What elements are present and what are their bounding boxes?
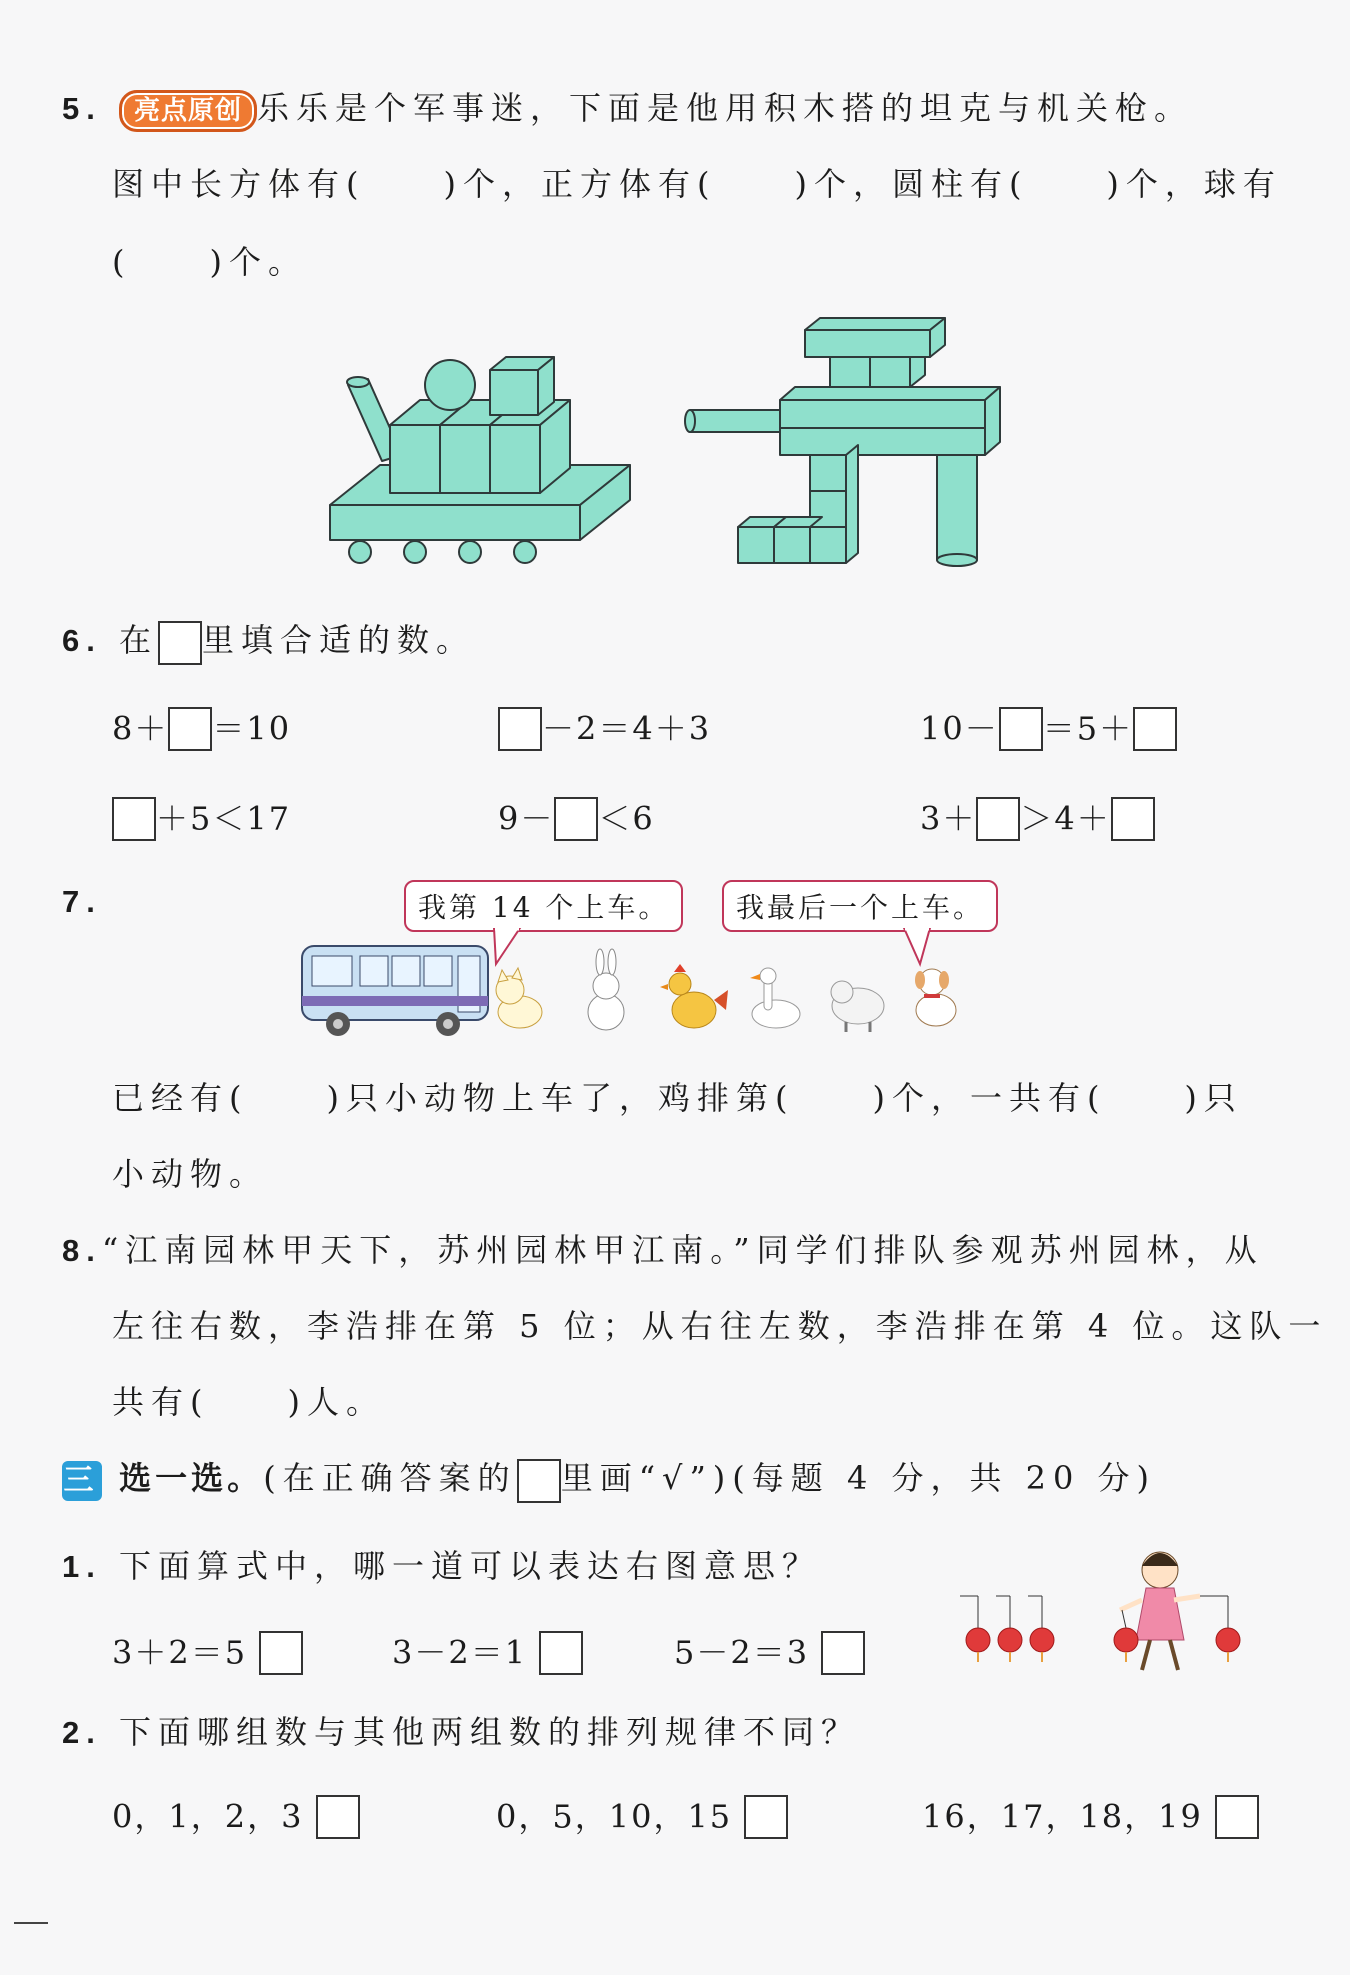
option-text: 3－2＝1 [392,1633,528,1672]
q6-eq-r1c1 [112,702,291,753]
answer-box[interactable] [498,707,542,751]
tank-drawing [330,357,630,563]
chicken-icon [660,964,728,1028]
check-box[interactable] [1215,1795,1259,1839]
s3q1-option-3 [674,1626,865,1677]
eq-text: ＋5＜17 [156,799,292,838]
answer-box [517,1459,561,1503]
option-text: 0，1，2，3 [112,1797,304,1836]
lantern-icon [1028,1596,1054,1662]
eq-text: ＝10 [212,709,292,748]
s3q1-option-2 [392,1626,583,1677]
eq-text: 9－ [498,799,555,838]
bus-icon [302,946,488,1036]
speech-bubble-2: 我最后一个上车。 [722,880,998,932]
q5-line2: 图中长方体有( )个，正方体有( )个，圆柱有( )个，球有 [112,165,1282,203]
q6-eq-r2c3 [920,792,1155,843]
s3q1-number: 1. [62,1549,102,1584]
answer-box[interactable] [554,797,598,841]
answer-box[interactable] [112,797,156,841]
goose-icon [750,968,800,1028]
answer-box[interactable] [158,621,202,665]
q6-eq-r2c2 [498,792,655,843]
s3q1-prompt [62,1546,821,1587]
q8-text-1: “江南园林甲天下，苏州园林甲江南。”同学们排队参观苏州园林，从 [101,1231,1264,1269]
q5-text-1: 乐乐是个军事迷，下面是他用积木搭的坦克与机关枪。 [257,89,1194,127]
eq-text: ＝5＋ [1042,709,1134,748]
s3q2-prompt [62,1712,860,1753]
highlight-badge: 亮点原创 [119,90,257,132]
s3q2-number: 2. [62,1715,102,1750]
s3q2-option-1 [112,1790,360,1841]
eq-text: 3＋ [920,799,977,838]
eq-text: ＞4＋ [1020,799,1111,838]
dog-icon [915,969,956,1026]
q7-number: 7. [62,884,102,919]
q7-line2: 小动物。 [112,1155,269,1193]
q8-number: 8. [62,1233,102,1268]
eq-text: 10－ [920,709,999,748]
section-instruction-b: 里画“√”)(每题 4 分，共 20 分) [560,1459,1157,1497]
option-text: 16，17，18，19 [922,1797,1203,1836]
section-number-icon: 三 [62,1461,102,1501]
girl-icon [1120,1552,1228,1670]
q8-line3: 共有( )人。 [112,1383,385,1421]
animals-bus-illustration [298,940,978,1040]
eq-text: 8＋ [112,709,169,748]
rabbit-icon [588,949,624,1030]
s3q2-option-3 [922,1790,1259,1841]
lantern-icon [960,1596,990,1662]
speech-bubble-1: 我第 14 个上车。 [404,880,683,932]
q6-prompt [62,620,475,665]
s3q2-text: 下面哪组数与其他两组数的排列规律不同？ [119,1713,861,1751]
s3q1-option-1 [112,1626,303,1677]
lantern-icon [1216,1596,1240,1662]
q5-line1 [62,88,1193,132]
q5-line3: ( )个。 [112,243,307,281]
footer-dash [14,1922,48,1924]
lanterns-girl-illustration [950,1540,1250,1680]
q5-number: 5. [62,91,102,126]
option-text: 3＋2＝5 [112,1633,248,1672]
section3-header [62,1458,1156,1503]
q6-eq-r2c1 [112,792,291,843]
section-title: 选一选。 [119,1459,264,1497]
block-illustration [320,315,1010,575]
s3q1-text: 下面算式中，哪一道可以表达右图意思？ [119,1547,822,1585]
check-box[interactable] [821,1631,865,1675]
s3q2-option-2 [496,1790,788,1841]
q6-eq-r1c2 [498,702,711,753]
lantern-icon [1114,1610,1138,1662]
q7-line1: 已经有( )只小动物上车了，鸡排第( )个，一共有( )只 [112,1079,1243,1117]
option-text: 0，5，10，15 [496,1797,733,1836]
section-instruction-a: (在正确答案的 [263,1459,517,1497]
answer-box[interactable] [1111,797,1155,841]
q6-text-pre: 在 [119,621,159,659]
check-box[interactable] [744,1795,788,1839]
lantern-icon [996,1596,1022,1662]
answer-box[interactable] [168,707,212,751]
answer-box[interactable] [1133,707,1177,751]
answer-box[interactable] [976,797,1020,841]
q6-text-post: 里填合适的数。 [202,621,476,659]
q6-number: 6. [62,623,102,658]
cat-icon [496,968,542,1028]
check-box[interactable] [316,1795,360,1839]
sheep-icon [831,981,884,1032]
check-box[interactable] [259,1631,303,1675]
check-box[interactable] [539,1631,583,1675]
q6-eq-r1c3 [920,702,1177,753]
machine-gun-drawing [685,318,1000,566]
option-text: 5－2＝3 [674,1633,810,1672]
q8-line2: 左往右数，李浩排在第 5 位；从右往左数，李浩排在第 4 位。这队一 [112,1307,1328,1345]
eq-text: ＜6 [598,799,655,838]
q8-line1 [62,1230,1264,1271]
eq-text: －2＝4＋3 [542,709,712,748]
answer-box[interactable] [999,707,1043,751]
